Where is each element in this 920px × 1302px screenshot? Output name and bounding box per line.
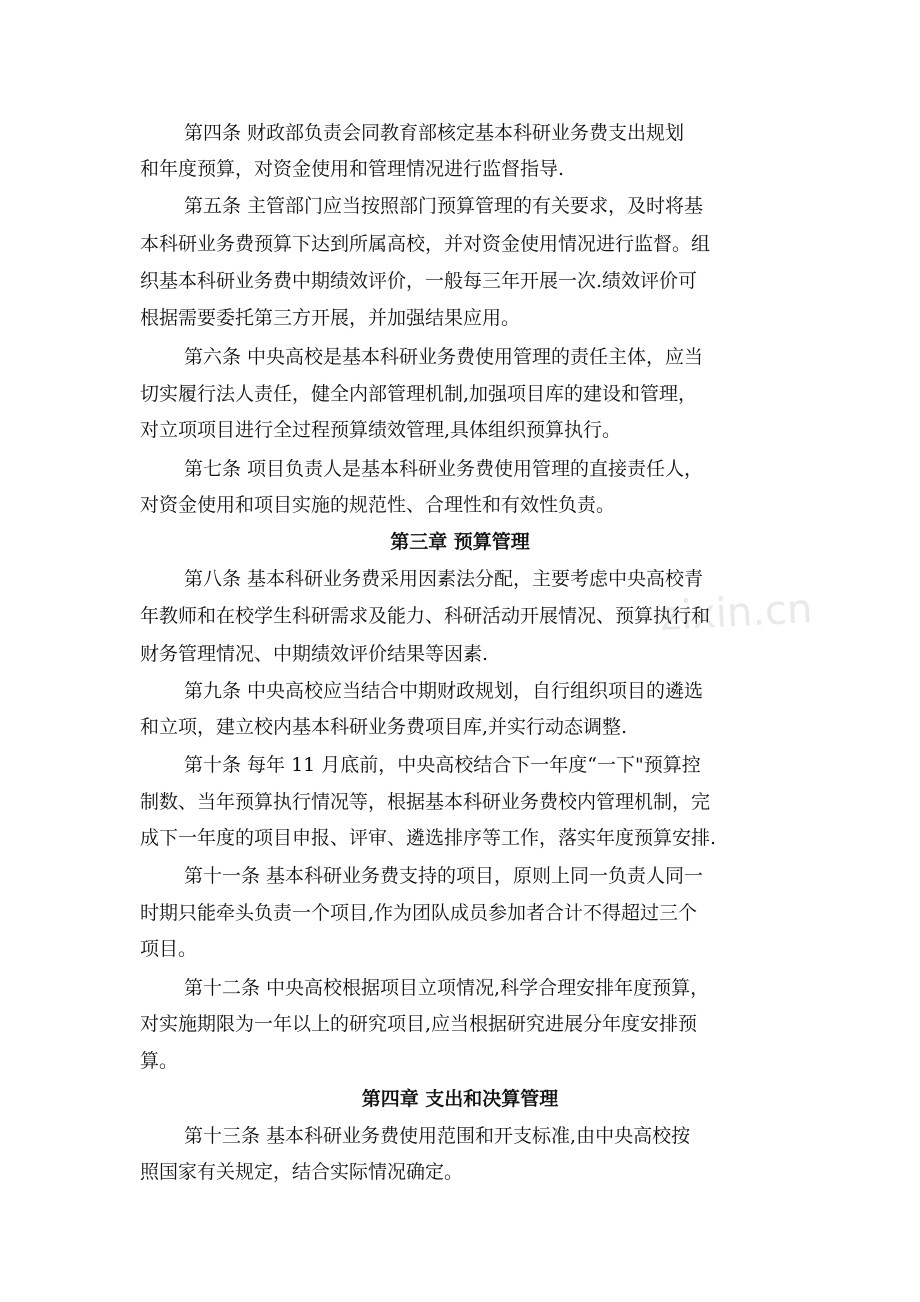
article-8-line-2: 年教师和在校学生科研需求及能力、科研活动开展情况、预算执行和 [140,605,711,627]
article-12-line-3: 算。 [140,1050,179,1072]
article-9-line-1: 第九条 中央高校应当结合中期财政规划，自行组织项目的遴选 [184,680,704,702]
chapter-4-heading: 第四章 支出和决算管理 [361,1088,559,1110]
article-10-line-2: 制数、当年预算执行情况等，根据基本科研业务费校内管理机制，完 [140,791,711,813]
article-11-line-2: 时期只能牵头负责一个项目,作为团队成员参加者合计不得超过三个 [140,902,698,924]
article-9-line-2: 和立项，建立校内基本科研业务费项目库,并实行动态调整. [140,716,628,738]
article-13-line-2: 照国家有关规定，结合实际情况确定。 [140,1161,464,1183]
article-5-line-1: 第五条 主管部门应当按照部门预算管理的有关要求，及时将基 [184,195,704,217]
article-7-line-1: 第七条 项目负责人是基本科研业务费使用管理的直接责任人， [184,458,704,480]
article-11-line-1: 第十一条 基本科研业务费支持的项目，原则上同一负责人同一 [184,865,704,887]
article-8-line-3: 财务管理情况、中期绩效评价结果等因素. [140,643,489,665]
article-5-line-3: 织基本科研业务费中期绩效评价，一般每三年开展一次.绩效评价可 [140,270,698,292]
article-6-line-1: 第六条 中央高校是基本科研业务费使用管理的责任主体，应当 [184,346,704,368]
article-6-line-2: 切实履行法人责任，健全内部管理机制,加强项目库的建设和管理， [140,383,698,405]
article-7-line-2: 对资金使用和项目实施的规范性、合理性和有效性负责。 [140,494,616,516]
chapter-3-heading: 第三章 预算管理 [390,531,530,553]
article-12-line-1: 第十二条 中央高校根据项目立项情况,科学合理安排年度预算， [184,977,710,999]
article-5-line-2: 本科研业务费预算下达到所属高校，并对资金使用情况进行监督。组 [140,233,711,255]
article-8-line-1: 第八条 基本科研业务费采用因素法分配，主要考虑中央高校青 [184,568,704,590]
article-12-line-2: 对实施期限为一年以上的研究项目,应当根据研究进展分年度安排预 [140,1013,698,1035]
article-10-line-3: 成下一年度的项目申报、评审、遴选排序等工作，落实年度预算安排. [140,827,717,849]
article-13-line-1: 第十三条 基本科研业务费使用范围和开支标准,由中央高校按 [184,1125,691,1147]
article-5-line-4: 根据需要委托第三方开展，并加强结果应用。 [140,307,521,329]
article-10-line-1: 第十条 每年 11 月底前，中央高校结合下一年度“一下"预算控 [184,754,701,776]
article-4-line-1: 第四条 财政部负责会同教育部核定基本科研业务费支出规划 [184,122,685,144]
watermark: zixin.cn [658,586,814,640]
article-6-line-3: 对立项项目进行全过程预算绩效管理,具体组织预算执行。 [140,419,622,441]
article-11-line-3: 项目。 [140,938,198,960]
article-4-line-2: 和年度预算，对资金使用和管理情况进行监督指导. [140,158,565,180]
